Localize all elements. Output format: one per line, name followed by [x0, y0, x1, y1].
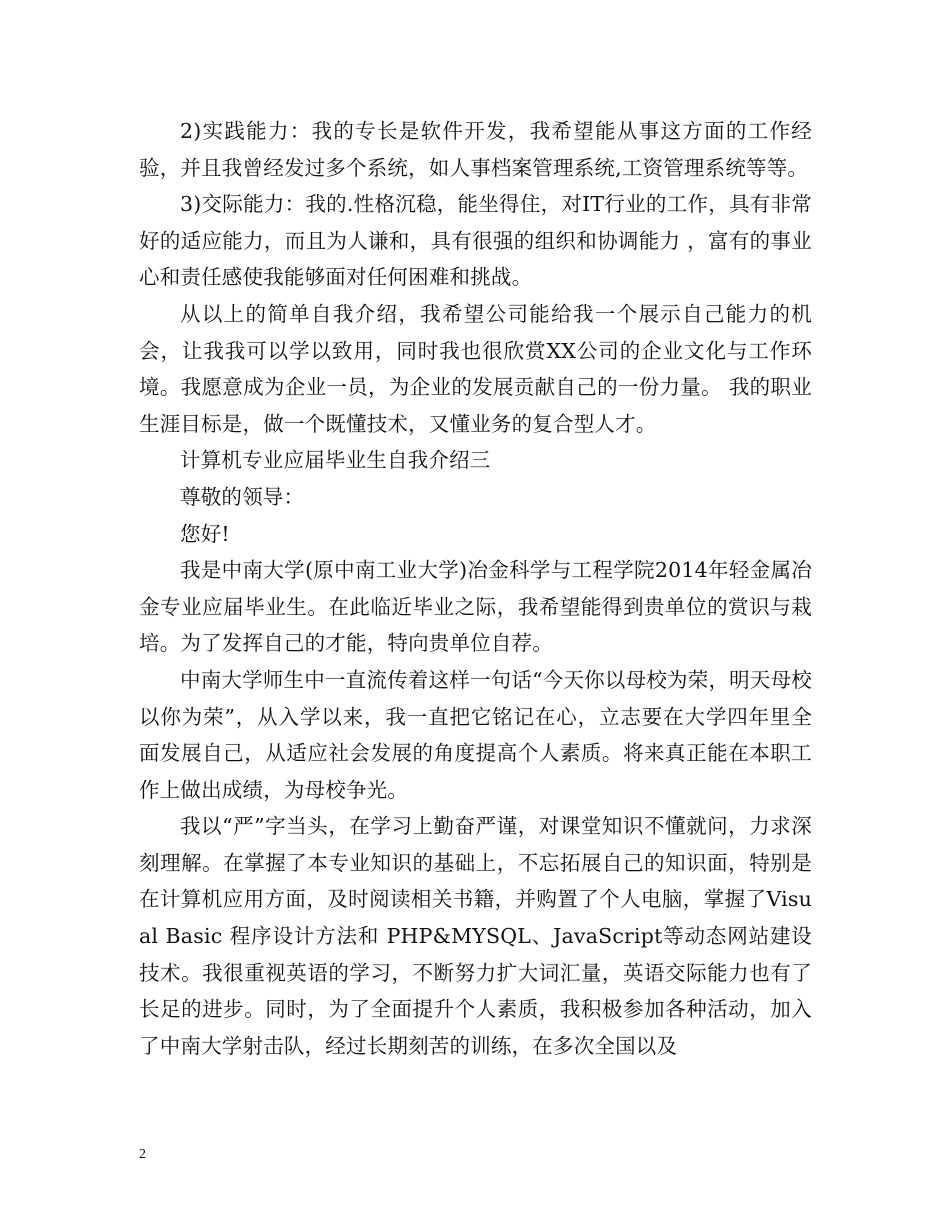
document-body [139, 113, 812, 1064]
paragraph-career-goal: 从以上的简单自我介绍，我希望公司能给我一个展示自己能力的机会，让我我可以学以致用，同时我也很欣赏XX公司的企业文化与工作环境。我愿意成为企业一员，为企业的发展贡献自己的一份力量。 我的职业生涯目标是，做一个既懂技术，又懂业务的复合型人才。 [139, 301, 812, 436]
salutation: 尊敬的领导： [180, 484, 305, 509]
page-number: 2 [139, 1147, 146, 1162]
paragraph-communication-ability: 3)交际能力：我的.性格沉稳，能坐得住，对IT行业的工作，具有非常好的适应能力，而且为人谦和，具有很强的组织和协调能力 ，富有的事业心和责任感使我能够面对任何困难和挑战。 [139, 192, 812, 290]
paragraph-practical-ability: 2)实践能力：我的专长是软件开发，我希望能从事这方面的工作经验，并且我曾经发过多个系统，如人事档案管理系统,工资管理系统等等。 [139, 119, 812, 180]
section-heading: 计算机专业应届毕业生自我介绍三 [180, 448, 491, 473]
paragraph-study-activities: 我以“严”字当头，在学习上勤奋严谨，对课堂知识不懂就问，力求深刻理解。在掌握了本专业知识的基础上，不忘拓展自己的知识面，特别是在计算机应用方面，及时阅读相关书籍，并购置了个人电脑，掌握了Visual Basic 程序设计方法和 PHP&MYSQL、JavaScript等动态网站建设技术。我很重视英语的学习，不断努力扩大词汇量，英语交际能力也有了长足的进步。同时，为了全面提升个人素质，我积极参加各种活动，加入了中南大学射击队，经过长期刻苦的训练，在多次全国以及 [139, 814, 812, 1058]
greeting: 您好! [180, 521, 230, 546]
paragraph-introduction: 我是中南大学(原中南工业大学)冶金科学与工程学院2014年轻金属冶金专业应届毕业生。在此临近毕业之际，我希望能得到贵单位的赏识与栽培。为了发挥自己的才能，特向贵单位自荐。 [139, 558, 812, 656]
paragraph-motto: 中南大学师生中一直流传着这样一句话“今天你以母校为荣，明天母校以你为荣”，从入学以来，我一直把它铭记在心，立志要在大学四年里全面发展自己，从适应社会发展的角度提高个人素质。将来真正能在本职工作上做出成绩，为母校争光。 [139, 667, 812, 802]
